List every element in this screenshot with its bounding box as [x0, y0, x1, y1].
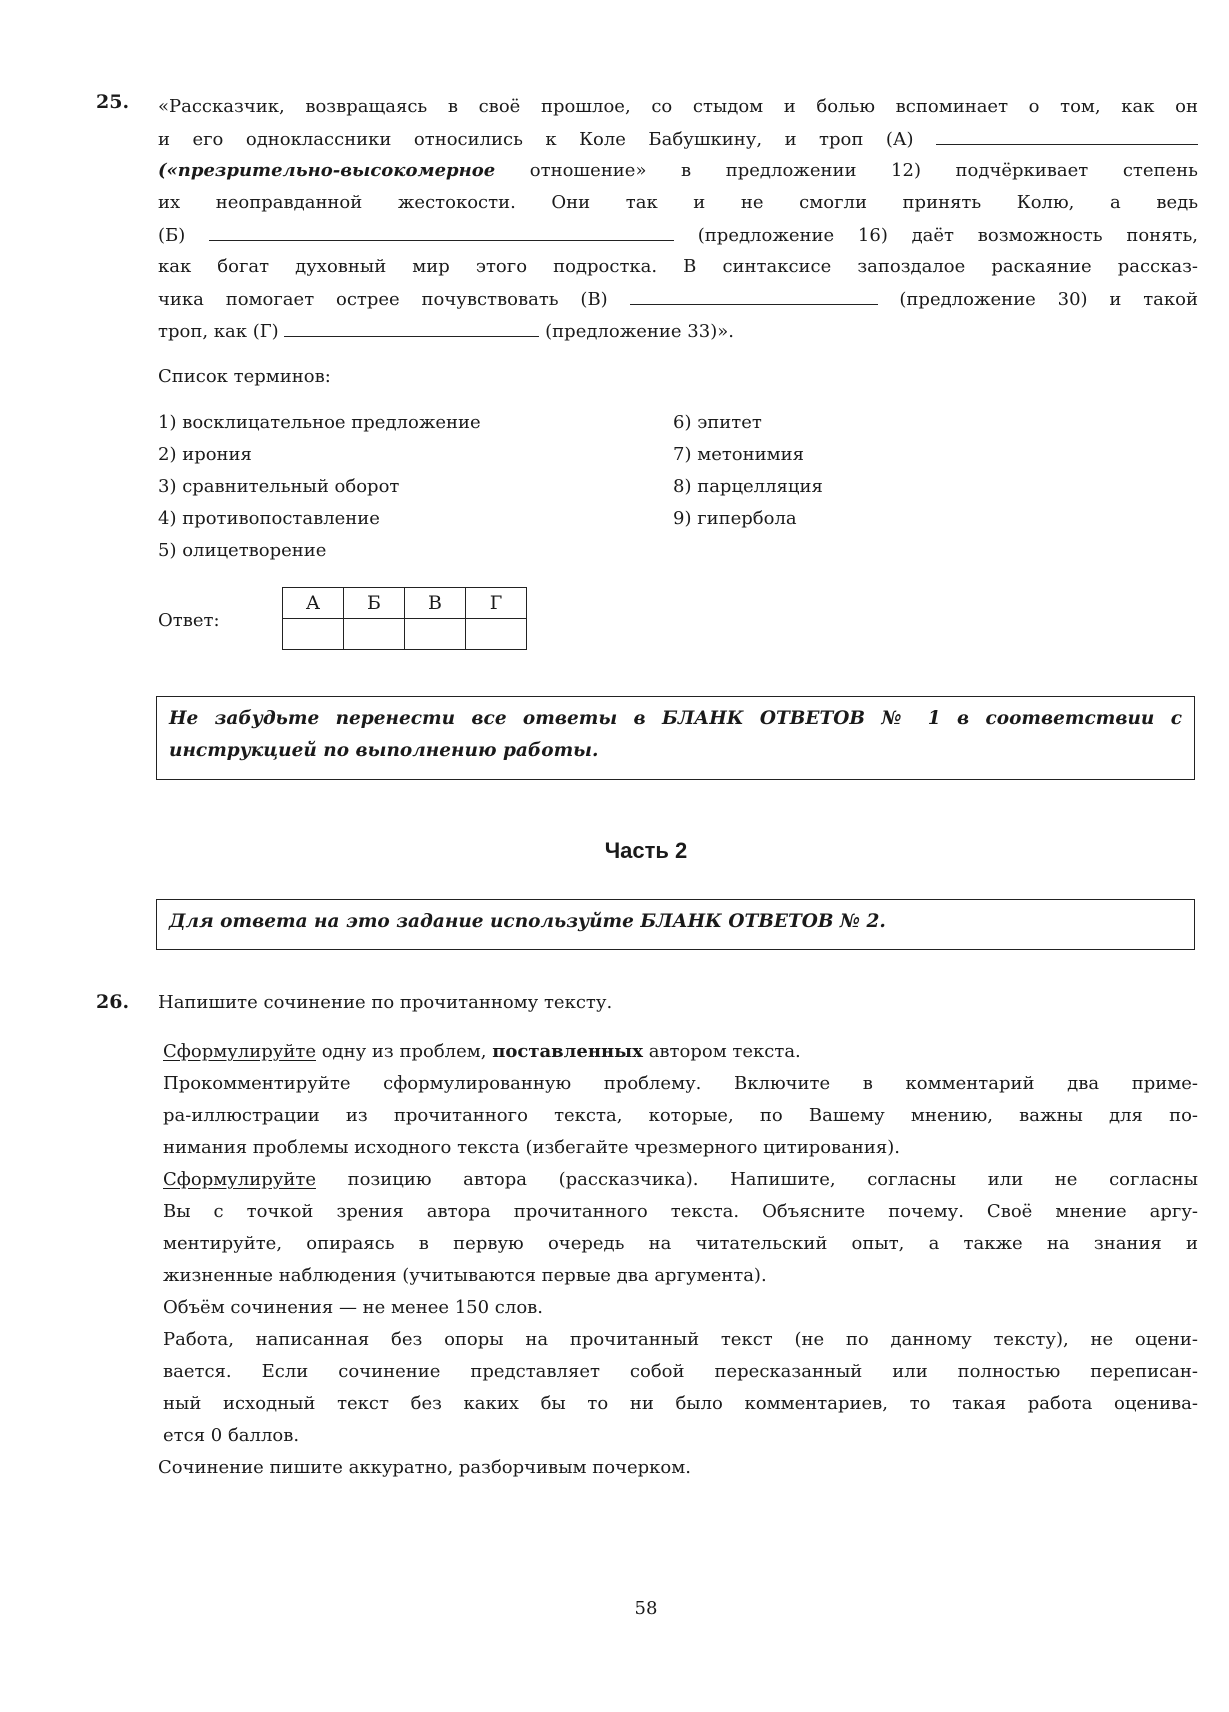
text-line: Работа, написанная без опоры на прочитанный текст (не по данному тексту), не оцени-	[163, 1329, 1198, 1350]
text-line: Прокомментируйте сформулированную проблему. Включите в комментарий два приме-	[163, 1073, 1198, 1094]
task-number: 26.	[96, 991, 130, 1013]
term-item: 2) ирония	[158, 444, 252, 465]
term-item: 9) гипербола	[673, 508, 797, 529]
blank-v[interactable]	[630, 284, 878, 305]
answer-cell-b[interactable]	[344, 619, 405, 650]
term-item: 6) эпитет	[673, 412, 762, 433]
text-line: «Рассказчик, возвращаясь в своё прошлое, со стыдом и болью вспоминает о том, как он	[158, 96, 1198, 117]
blank-b[interactable]	[209, 220, 674, 241]
answer-header: Б	[344, 588, 405, 619]
text: (предложение 16) даёт возможность понять,	[697, 225, 1199, 246]
underlined-text: Сформулируйте	[163, 1041, 316, 1062]
text-line: ра-иллюстрации из прочитанного текста, которые, по Вашему мнению, важны для по-	[163, 1105, 1198, 1126]
text: чика помогает острее почувствовать (В)	[158, 289, 608, 310]
answer-table	[282, 587, 527, 650]
text-line: ется 0 баллов.	[163, 1425, 300, 1446]
text-line: Сочинение пишите аккуратно, разборчивым почерком.	[158, 1457, 691, 1478]
blank-a[interactable]	[936, 124, 1198, 145]
terms-title: Список терминов:	[158, 366, 331, 387]
text-line: ментируйте, опираясь в первую очередь на читательский опыт, а также на знания и	[163, 1233, 1198, 1254]
answer-header: Г	[466, 588, 527, 619]
term-item: 4) противопоставление	[158, 508, 380, 529]
answer-cell-g[interactable]	[466, 619, 527, 650]
text: троп, как (Г)	[158, 321, 279, 342]
text-line: ный исходный текст без каких бы то ни было комментариев, то такая работа оценива-	[163, 1393, 1198, 1414]
text: отношение» в предложении 12) подчёркивает степень	[529, 160, 1198, 181]
text-line: Объём сочинения — не менее 150 слов.	[163, 1297, 544, 1318]
text-line	[158, 124, 1198, 154]
term-item: 7) метонимия	[673, 444, 804, 465]
task-number: 25.	[96, 91, 130, 113]
answer-cell-a[interactable]	[283, 619, 344, 650]
term-item: 3) сравнительный оборот	[158, 476, 400, 497]
text-line	[163, 1036, 1198, 1068]
part-2-title: Часть 2	[604, 838, 688, 863]
notice-box-2: Для ответа на это задание используйте БЛАНК ОТВЕТОВ № 2.	[156, 899, 1195, 950]
text: автором текста.	[648, 1041, 801, 1062]
text-line: Вы с точкой зрения автора прочитанного текста. Объясните почему. Своё мнение аргу-	[163, 1201, 1198, 1222]
text-line	[158, 284, 1198, 314]
text: и его одноклассники относились к Коле Бабушкину, и троп (А)	[158, 129, 914, 150]
term-item: 1) восклицательное предложение	[158, 412, 481, 433]
text-line: вается. Если сочинение представляет собой пересказанный или полностью переписан-	[163, 1361, 1198, 1382]
text: (предложение 33)».	[545, 321, 734, 342]
text-line	[158, 220, 1198, 250]
answer-header: В	[405, 588, 466, 619]
text-line: нимания проблемы исходного текста (избегайте чрезмерного цитирования).	[163, 1137, 901, 1158]
text-line: жизненные наблюдения (учитываются первые два аргумента).	[163, 1265, 767, 1286]
answer-label: Ответ:	[158, 610, 220, 631]
underlined-text: Сформулируйте	[163, 1169, 316, 1190]
text: (Б)	[158, 225, 186, 246]
emphasis-text: («презрительно-высокомерное	[158, 160, 496, 181]
term-item: 5) олицетворение	[158, 540, 327, 561]
text-line	[158, 156, 1198, 186]
text-line	[158, 316, 1198, 346]
text-line: их неоправданной жестокости. Они так и не смогли принять Колю, а ведь	[158, 192, 1198, 213]
text: позицию автора (рассказчика). Напишите, согласны или не согласны	[347, 1169, 1198, 1190]
task-intro: Напишите сочинение по прочитанному тексту.	[158, 992, 613, 1013]
text-line: как богат духовный мир этого подростка. В синтаксисе запоздалое раскаяние рассказ-	[158, 256, 1198, 277]
bold-text: поставленных	[492, 1041, 643, 1062]
term-item: 8) парцелляция	[673, 476, 823, 497]
text: (предложение 30) и такой	[899, 289, 1198, 310]
text: одну из проблем,	[321, 1041, 487, 1062]
notice-box-1: Не забудьте перенести все ответы в БЛАНК ОТВЕТОВ № 1 в соответствии с инструкцией по выполнению работы.	[156, 696, 1195, 780]
answer-header: А	[283, 588, 344, 619]
answer-cell-v[interactable]	[405, 619, 466, 650]
text-line	[163, 1164, 1198, 1196]
blank-g[interactable]	[284, 316, 539, 337]
page-number: 58	[634, 1598, 658, 1619]
